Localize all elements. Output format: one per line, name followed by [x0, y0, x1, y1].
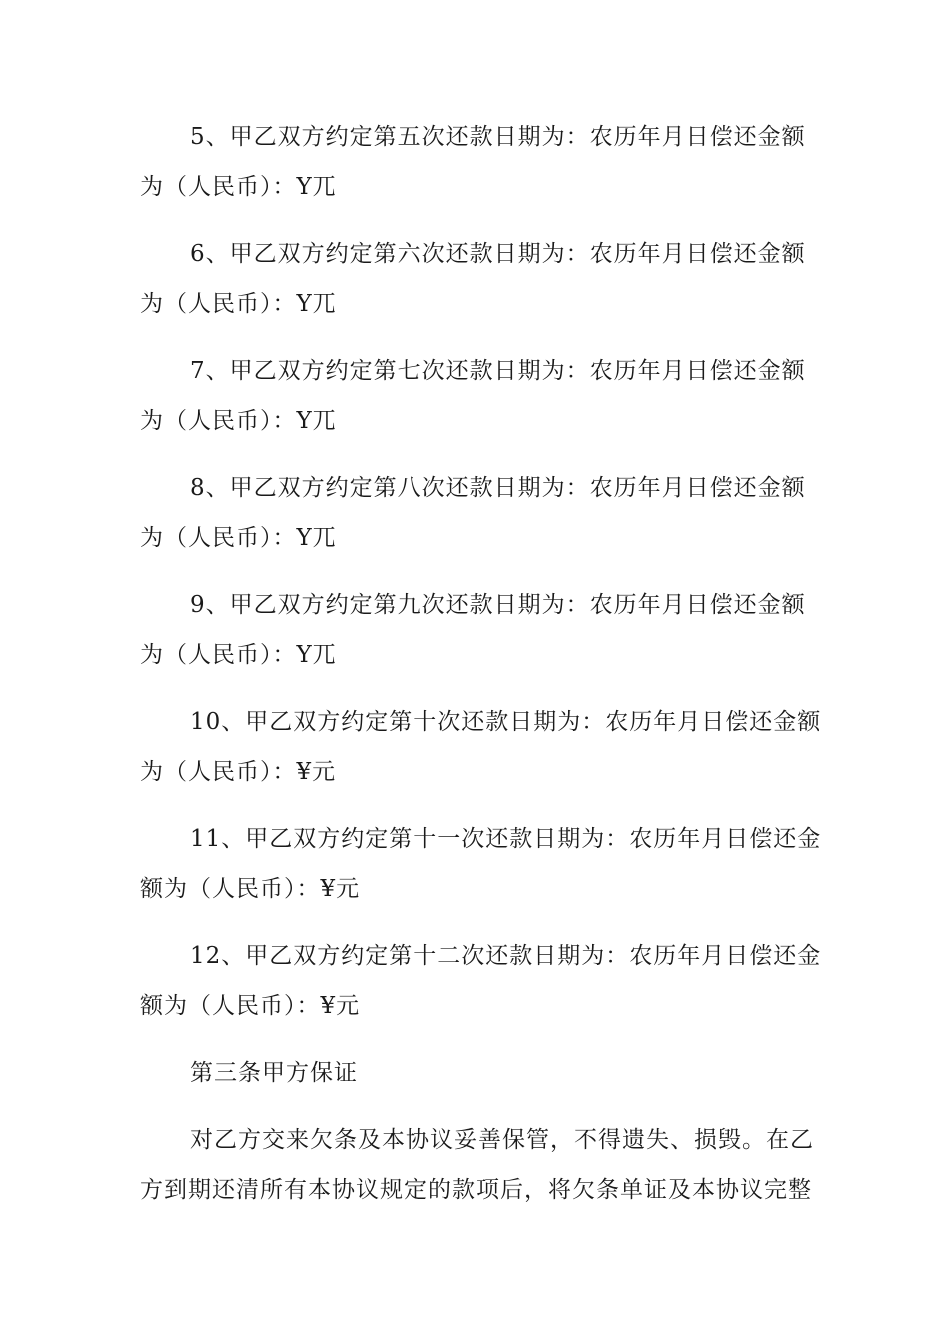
- paragraph-repayment-10: [140, 697, 822, 797]
- section-heading-article-3: [140, 1048, 805, 1098]
- paragraph-repayment-12: [140, 931, 822, 1031]
- paragraph-line: 6、甲乙双方约定第六次还款日期为：农历年月日偿还金额: [190, 241, 806, 267]
- paragraph-line: 10、甲乙双方约定第十次还款日期为：农历年月日偿还金额: [190, 709, 822, 735]
- paragraph-line: 为（人民币）：Y兀: [140, 525, 337, 551]
- paragraph-line: 9、甲乙双方约定第九次还款日期为：农历年月日偿还金额: [190, 592, 806, 618]
- paragraph-line: 为（人民币）：¥元: [140, 759, 337, 785]
- section-heading: 第三条甲方保证: [190, 1060, 358, 1086]
- paragraph-line: 5、甲乙双方约定第五次还款日期为：农历年月日偿还金额: [190, 124, 806, 150]
- paragraph-guarantee: [140, 1115, 814, 1215]
- paragraph-line: 方到期还清所有本协议规定的款项后，将欠条单证及本协议完整: [140, 1177, 812, 1203]
- paragraph-repayment-6: [140, 229, 805, 329]
- paragraph-line: 对乙方交来欠条及本协议妥善保管，不得遗失、损毁。在乙: [190, 1127, 814, 1153]
- paragraph-repayment-9: [140, 580, 805, 680]
- paragraph-repayment-7: [140, 346, 805, 446]
- paragraph-line: 为（人民币）：Y兀: [140, 291, 337, 317]
- paragraph-line: 额为（人民币）：¥元: [140, 993, 361, 1019]
- paragraph-line: 额为（人民币）：¥元: [140, 876, 361, 902]
- paragraph-line: 为（人民币）：Y兀: [140, 642, 337, 668]
- paragraph-repayment-11: [140, 814, 822, 914]
- paragraph-line: 8、甲乙双方约定第八次还款日期为：农历年月日偿还金额: [190, 475, 806, 501]
- paragraph-line: 11、甲乙双方约定第十一次还款日期为：农历年月日偿还金: [190, 826, 822, 852]
- paragraph-repayment-5: [140, 112, 805, 212]
- paragraph-repayment-8: [140, 463, 805, 563]
- paragraph-line: 为（人民币）：Y兀: [140, 174, 337, 200]
- paragraph-line: 12、甲乙双方约定第十二次还款日期为：农历年月日偿还金: [190, 943, 822, 969]
- document-body: [140, 112, 822, 1232]
- paragraph-line: 为（人民币）：Y兀: [140, 408, 337, 434]
- paragraph-line: 7、甲乙双方约定第七次还款日期为：农历年月日偿还金额: [190, 358, 806, 384]
